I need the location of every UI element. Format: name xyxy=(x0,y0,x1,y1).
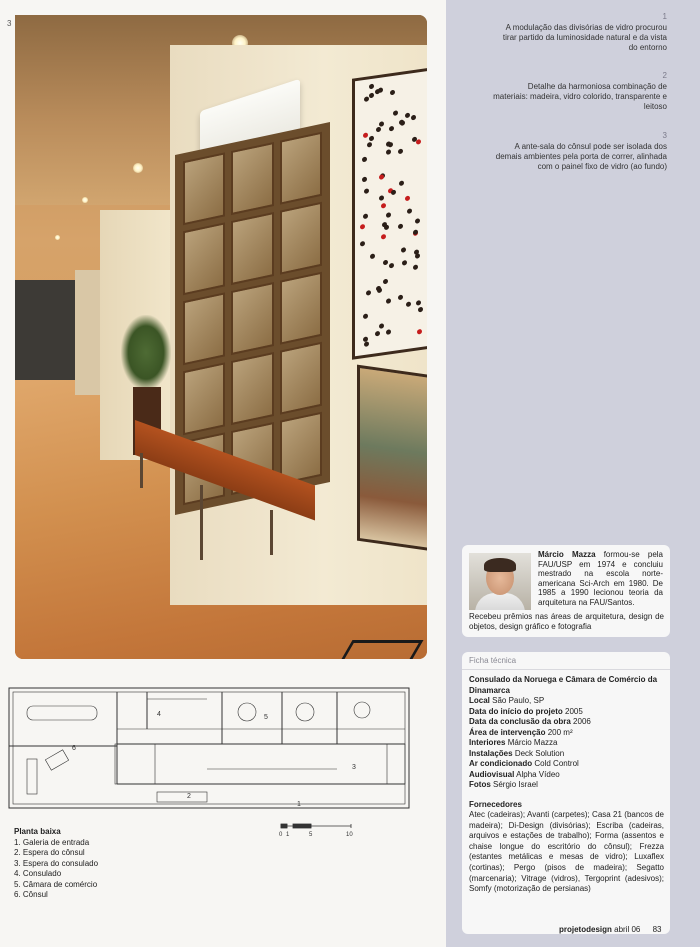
plan-label-1: 1 xyxy=(297,801,301,808)
issue-date: abril 06 xyxy=(614,925,641,934)
suppliers-title: Fornecedores xyxy=(469,799,522,809)
credits-divider xyxy=(462,669,670,670)
scale-1: 1 xyxy=(286,832,290,838)
credits-title: Ficha técnica xyxy=(469,656,517,665)
author-portrait xyxy=(469,553,531,610)
scale-5: 5 xyxy=(309,832,313,838)
floor-plan xyxy=(7,684,412,814)
painting-dot xyxy=(388,142,393,148)
credits-row: Data da conclusão da obra 2006 xyxy=(469,717,591,726)
ceiling-light xyxy=(133,163,143,173)
painting-dot xyxy=(411,115,416,121)
painting-dot xyxy=(362,177,367,183)
painting-dot xyxy=(416,300,421,306)
plan-legend-item: 6. Cônsul xyxy=(14,890,48,899)
credits-row: Fotos Sérgio Israel xyxy=(469,780,538,789)
painting-dot xyxy=(363,313,368,319)
caption-2-number: 2 xyxy=(662,71,667,80)
painting-dot xyxy=(376,127,381,133)
painting-dot xyxy=(407,208,412,214)
painting-dot xyxy=(364,96,369,102)
painting-dot xyxy=(366,290,371,296)
plan-label-5: 5 xyxy=(264,714,268,721)
landscape-painting xyxy=(357,365,427,552)
credits-row: Local São Paulo, SP xyxy=(469,696,545,705)
suppliers-text: Atec (cadeiras); Avanti (carpetes); Casa 21 (bancos de madeira); Di-Design (divisórias); Escriba (cadeiras, arquivos e estações de trabalho); Forma (assentos e chaise longue do escritório do cônsul); Frezza (estantes metálicas e mesas de vidro); Luxaflex (cortinas); Pergo (pisos de madeira); Segatto (marcenaria); Vitrage (vidros), Tergoprint (adesivos); Somfy (motorização de persianas) xyxy=(469,810,664,894)
corridor-door xyxy=(15,280,75,380)
credits-project: Consulado da Noruega e Câmara de Comércio da Dinamarca xyxy=(469,675,658,695)
caption-1-text: A modulação das divisórias de vidro procurou tirar partido da luminosidade natural e da vista do entorno xyxy=(502,23,667,52)
plan-caption xyxy=(14,827,98,901)
dot-painting xyxy=(352,67,427,359)
scale-10: 10 xyxy=(346,832,353,838)
floor-grate xyxy=(337,640,423,659)
painting-dot xyxy=(369,136,374,142)
painting-dot xyxy=(405,196,410,202)
page-footer xyxy=(559,925,662,934)
painting-dot xyxy=(401,247,406,253)
painting-dot xyxy=(415,253,420,259)
author-bio-top xyxy=(538,550,663,608)
painting-dot xyxy=(383,260,388,266)
painting-dot xyxy=(417,329,422,335)
painting-dot xyxy=(383,279,388,285)
ceiling-light xyxy=(55,235,60,240)
plan-label-6: 6 xyxy=(72,745,76,752)
floor-plan-drawing xyxy=(7,684,412,814)
painting-dot xyxy=(399,180,404,186)
painting-dot xyxy=(405,113,410,119)
credits-card xyxy=(462,652,670,934)
corridor-wall xyxy=(75,270,100,395)
painting-dot xyxy=(381,203,386,209)
painting-dot xyxy=(386,212,391,218)
painting-dot xyxy=(381,234,386,240)
plan-legend-item: 1. Galeria de entrada xyxy=(14,837,90,847)
credits-row: Área de intervenção 200 m² xyxy=(469,727,573,737)
caption-2 xyxy=(492,71,667,112)
painting-dot xyxy=(390,90,395,96)
painting-dot xyxy=(391,190,396,196)
author-bio-text: formou-se pela FAU/USP em 1974 e concluiu mestrado na escola norte-americana Sci-Arch em 1980. De 1985 a 1990 lecionou teoria da arquitetura na FAU/Santos. xyxy=(538,550,663,607)
plan-legend-item: 5. Câmara de comércio xyxy=(14,879,98,889)
page-number: 83 xyxy=(652,925,662,934)
caption-3-text: A ante-sala do cônsul pode ser isolada dos demais ambientes pela porta de correr, alinhada com o painel fixo de vidro (ao fundo) xyxy=(495,142,667,171)
plan-legend-item: 2. Espera do cônsul xyxy=(14,848,85,857)
painting-dot xyxy=(379,121,384,127)
credits-row: Ar condicionado Cold Control xyxy=(469,759,579,768)
painting-dot xyxy=(402,260,407,266)
caption-1-number: 1 xyxy=(662,12,667,21)
plant xyxy=(121,315,171,390)
plan-legend-item: 3. Espera do consulado xyxy=(14,858,99,868)
author-bio-bottom: Recebeu prêmios nas áreas de arquitetura, design de objetos, design gráfico e fotografia xyxy=(469,612,664,631)
painting-dot xyxy=(406,301,411,307)
painting-dot xyxy=(389,263,394,269)
painting-dot xyxy=(375,331,380,337)
painting-dot xyxy=(364,341,369,347)
caption-1 xyxy=(492,12,667,53)
painting-dot xyxy=(398,295,403,301)
bench-leg xyxy=(270,510,273,555)
painting-dot xyxy=(398,149,403,155)
ceiling-light xyxy=(82,197,88,203)
painting-dot xyxy=(398,224,403,230)
painting-dot xyxy=(369,93,374,99)
painting-dot xyxy=(362,157,367,163)
painting-dot xyxy=(360,224,365,230)
painting-dot xyxy=(415,218,420,224)
painting-dot xyxy=(377,287,382,293)
painting-dot xyxy=(363,132,368,138)
painting-dot xyxy=(413,264,418,270)
painting-dot xyxy=(386,329,391,335)
author-name: Márcio Mazza xyxy=(538,550,596,559)
plan-title: Planta baixa xyxy=(14,827,61,836)
painting-dot xyxy=(379,323,384,329)
credits-row: Data do início do projeto 2005 xyxy=(469,706,583,716)
plan-label-2: 2 xyxy=(187,793,191,800)
author-bio-card xyxy=(462,545,670,637)
painting-dot xyxy=(393,110,398,116)
painting-dot xyxy=(389,126,394,132)
painting-dot xyxy=(360,241,365,247)
painting-dot xyxy=(378,87,383,93)
painting-dot xyxy=(379,174,384,180)
painting-dot xyxy=(370,253,375,259)
painting-dot xyxy=(367,142,372,148)
plan-label-3: 3 xyxy=(352,764,356,771)
painting-dot xyxy=(379,195,384,201)
photo-number: 3 xyxy=(7,19,12,28)
painting-dot xyxy=(418,307,423,313)
painting-dot xyxy=(369,84,374,90)
bench-leg xyxy=(200,485,203,560)
caption-3-number: 3 xyxy=(662,131,667,140)
plan-label-4: 4 xyxy=(157,711,161,718)
painting-dot xyxy=(386,149,391,155)
bench-leg xyxy=(140,453,143,488)
painting-dot xyxy=(364,188,369,194)
painting-dot xyxy=(363,213,368,219)
scale-0: 0 xyxy=(279,832,283,838)
credits-row: Interiores Márcio Mazza xyxy=(469,738,558,747)
painting-dot xyxy=(386,298,391,304)
credits-row: Audiovisual Alpha Vídeo xyxy=(469,769,560,779)
plan-scale xyxy=(279,822,357,842)
credits-body xyxy=(469,675,664,895)
caption-3 xyxy=(492,131,667,172)
plan-legend-item: 4. Consulado xyxy=(14,869,62,878)
interior-photo xyxy=(15,15,427,659)
credits-row: Instalações Deck Solution xyxy=(469,748,565,758)
magazine-name: projetodesign xyxy=(559,925,612,934)
caption-2-text: Detalhe da harmoniosa combinação de materiais: madeira, vidro colorido, transparente e leitoso xyxy=(493,82,667,111)
